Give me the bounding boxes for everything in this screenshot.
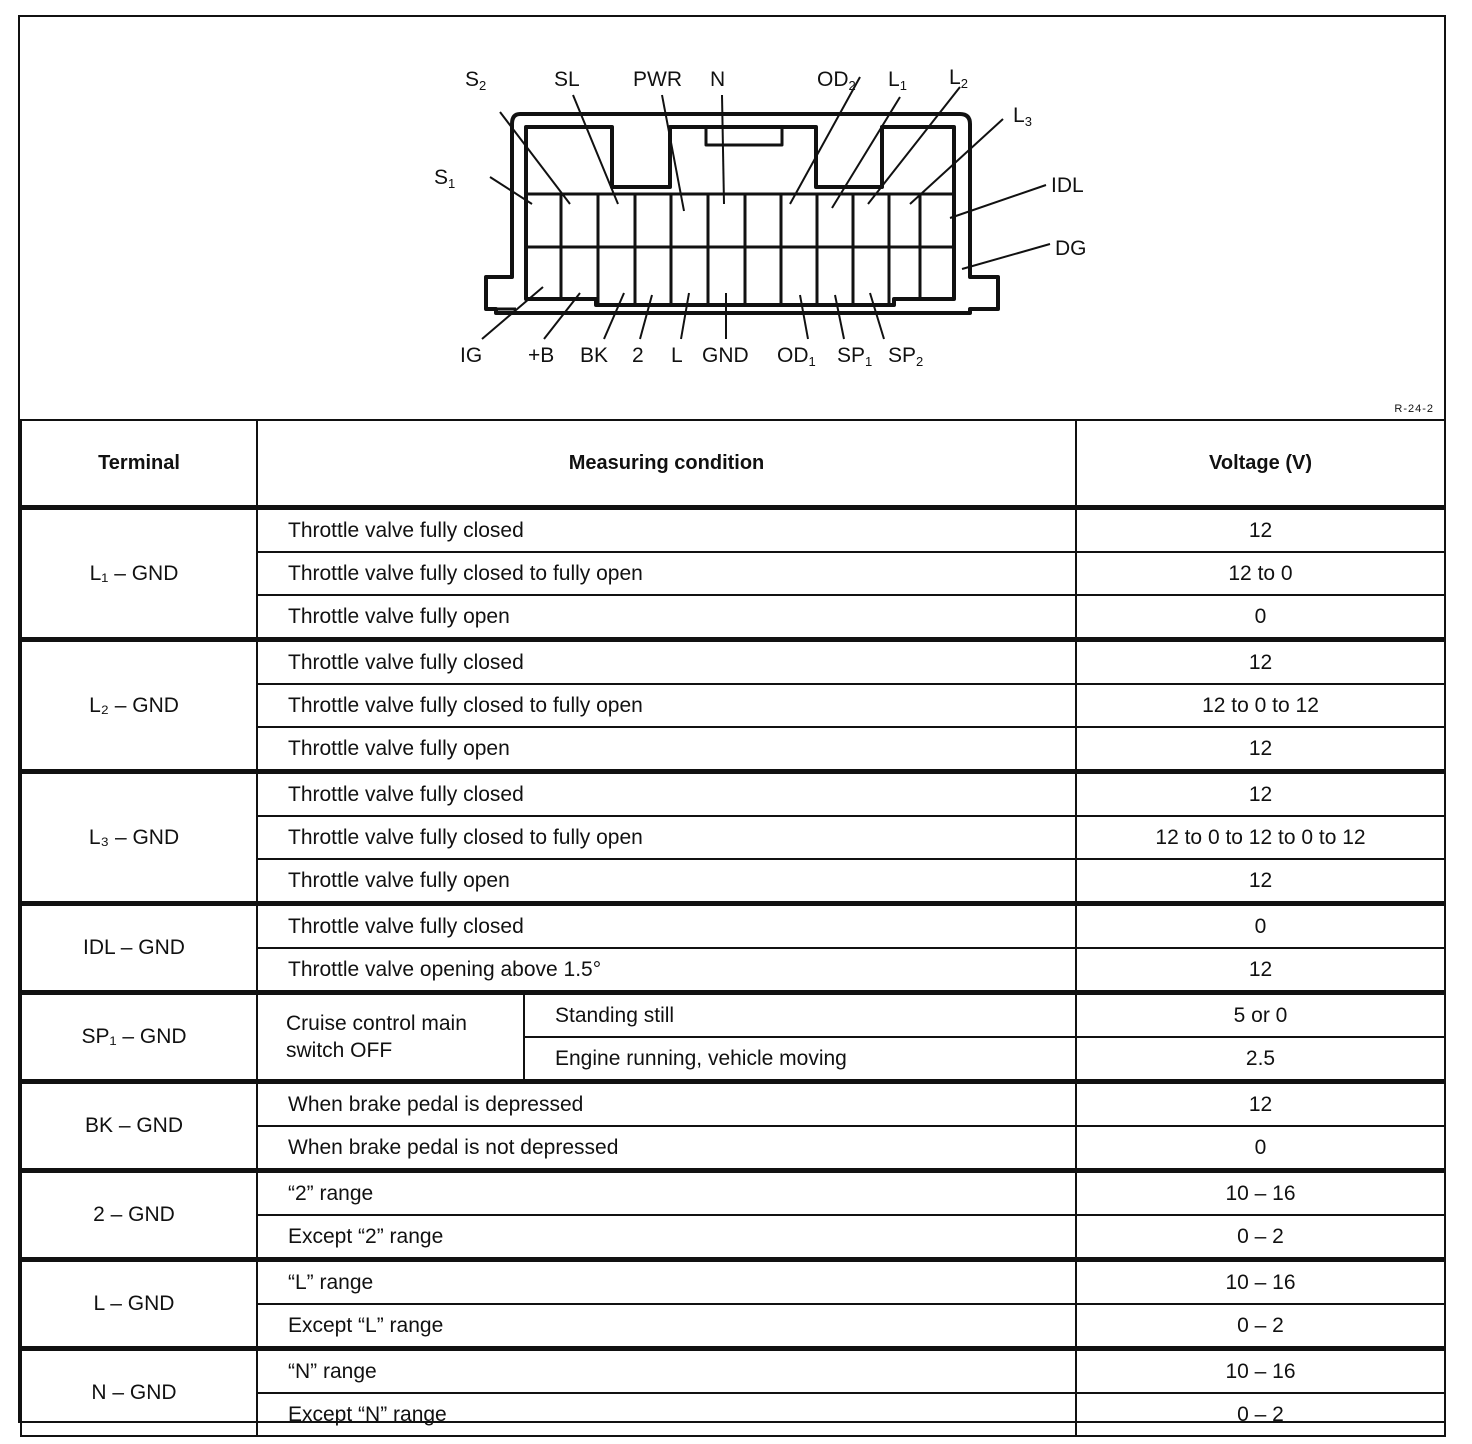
label-pwr: PWR — [633, 68, 682, 91]
label-od1: $OD_1$ — [777, 344, 816, 369]
condition-cell: Throttle valve fully open — [257, 859, 1076, 904]
table-row — [21, 640, 1445, 685]
terminal-cell: IDL – GND — [21, 904, 257, 993]
voltage-cell: 0 – 2 — [1076, 1393, 1445, 1436]
label-l: L — [671, 344, 683, 367]
voltage-cell: 12 to 0 — [1076, 552, 1445, 595]
voltage-cell: 2.5 — [1076, 1037, 1445, 1082]
condition-cell: Except “2” range — [257, 1215, 1076, 1260]
voltage-cell: 12 — [1076, 948, 1445, 993]
connector-figure — [20, 17, 1444, 419]
condition-cell: Throttle valve fully closed — [257, 772, 1076, 817]
condition-cell: Engine running, vehicle moving — [524, 1037, 1076, 1082]
table-row — [21, 904, 1445, 949]
condition-cell: Throttle valve fully open — [257, 727, 1076, 772]
voltage-cell: 12 — [1076, 727, 1445, 772]
label-plus-b: +B — [528, 344, 555, 367]
voltage-cell: 10 – 16 — [1076, 1260, 1445, 1305]
voltage-cell: 12 to 0 to 12 — [1076, 684, 1445, 727]
condition-cell: Throttle valve fully closed — [257, 640, 1076, 685]
label-l2: $L_2$ — [949, 66, 968, 91]
terminal-cell: SP₁ – GND — [21, 993, 257, 1082]
voltage-cell: 0 – 2 — [1076, 1304, 1445, 1349]
voltage-cell: 12 — [1076, 859, 1445, 904]
label-s1: $S_1$ — [434, 166, 456, 191]
voltage-cell: 12 — [1076, 772, 1445, 817]
condition-cell: Throttle valve fully closed to fully open — [257, 816, 1076, 859]
page-frame — [18, 15, 1446, 1426]
terminal-voltage-table — [20, 419, 1446, 1437]
label-sp1: $SP_1$ — [837, 344, 873, 369]
label-dg: DG — [1055, 237, 1087, 260]
condition-cell: Standing still — [524, 993, 1076, 1038]
label-idl: IDL — [1051, 174, 1084, 197]
voltage-cell: 12 — [1076, 508, 1445, 553]
terminal-cell: L₁ – GND — [21, 508, 257, 640]
terminal-cell: BK – GND — [21, 1082, 257, 1171]
condition-cell: When brake pedal is not depressed — [257, 1126, 1076, 1171]
voltage-cell: 10 – 16 — [1076, 1171, 1445, 1216]
voltage-cell: 0 – 2 — [1076, 1215, 1445, 1260]
terminal-cell: L – GND — [21, 1260, 257, 1349]
label-sp2: $SP_2$ — [888, 344, 924, 369]
voltage-cell: 12 — [1076, 1082, 1445, 1127]
label-s2: $S_2$ — [465, 68, 487, 93]
condition-cell: Throttle valve fully closed — [257, 508, 1076, 553]
table-row — [21, 1349, 1445, 1394]
condition-cell: Throttle valve fully closed to fully open — [257, 684, 1076, 727]
header-voltage: Voltage (V) — [1076, 420, 1445, 508]
label-od2: $OD_2$ — [817, 68, 856, 93]
table-row — [21, 1171, 1445, 1216]
condition-cell: Except “N” range — [257, 1393, 1076, 1436]
label-sl: SL — [554, 68, 580, 91]
connector-key — [706, 129, 782, 145]
label-2: 2 — [632, 344, 644, 367]
label-ig: IG — [460, 344, 483, 367]
voltage-cell: 0 — [1076, 595, 1445, 640]
label-l3: $L_3$ — [1013, 104, 1032, 129]
header-terminal: Terminal — [21, 420, 257, 508]
connector-left-tab — [486, 277, 516, 309]
condition-cell: Except “L” range — [257, 1304, 1076, 1349]
condition-cell: Throttle valve fully closed to fully open — [257, 552, 1076, 595]
header-condition: Measuring condition — [257, 420, 1076, 508]
table-row — [21, 1260, 1445, 1305]
table-row — [21, 772, 1445, 817]
condition-cell: Throttle valve opening above 1.5° — [257, 948, 1076, 993]
condition-cell: “2” range — [257, 1171, 1076, 1216]
condition-cell: When brake pedal is depressed — [257, 1082, 1076, 1127]
figure-code: R-24-2 — [1394, 403, 1434, 415]
table-row — [21, 993, 1445, 1038]
label-bk: BK — [580, 344, 609, 367]
label-n: N — [710, 68, 726, 91]
terminal-cell: L₃ – GND — [21, 772, 257, 904]
voltage-cell: 0 — [1076, 904, 1445, 949]
condition-cell: Throttle valve fully open — [257, 595, 1076, 640]
table-row — [21, 508, 1445, 553]
voltage-cell: 0 — [1076, 1126, 1445, 1171]
voltage-cell: 5 or 0 — [1076, 993, 1445, 1038]
condition-cell: Throttle valve fully closed — [257, 904, 1076, 949]
label-l1: $L_1$ — [888, 68, 907, 93]
main-condition-cell: Cruise control main switch OFF — [257, 993, 524, 1082]
pin-grid — [526, 194, 954, 305]
voltage-cell: 12 — [1076, 640, 1445, 685]
condition-cell: “N” range — [257, 1349, 1076, 1394]
voltage-cell: 12 to 0 to 12 to 0 to 12 — [1076, 816, 1445, 859]
voltage-cell: 10 – 16 — [1076, 1349, 1445, 1394]
condition-cell: “L” range — [257, 1260, 1076, 1305]
table-row — [21, 1082, 1445, 1127]
terminal-cell: L₂ – GND — [21, 640, 257, 772]
table-header-row — [21, 420, 1445, 508]
label-gnd: GND — [702, 344, 749, 367]
terminal-cell: 2 – GND — [21, 1171, 257, 1260]
terminal-cell: N – GND — [21, 1349, 257, 1437]
